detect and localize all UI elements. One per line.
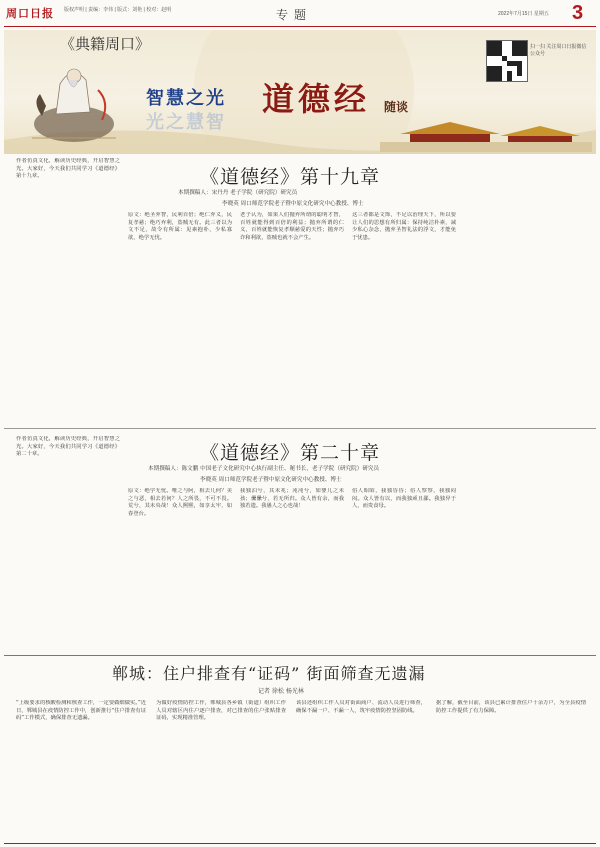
section-title: 专题 <box>276 8 313 22</box>
banner-slogan-reflection: 光之慧智 <box>146 112 226 133</box>
chapter19-byline-2: 李晓英 周口师范学院老子暨中原文化研究中心教授、博士 <box>222 201 364 207</box>
banner-main-title: 道德经 <box>262 80 371 118</box>
banner-slogan: 智慧之光 <box>146 88 226 109</box>
chapter19-col-3: 老子认为，如果人们抛弃所谓的聪明才智，百姓就能得到百倍的利益；抛弃所谓的仁义，百姓就能恢复孝顺慈爱的天性；抛弃巧诈和利欲，盗贼也就不会产生。 <box>240 212 344 241</box>
footer-divider <box>4 843 596 844</box>
qr-code <box>486 40 528 82</box>
chapter19-byline: 本期撰稿人：宋丹丹 老子学院（研究院）研究员 <box>178 190 298 196</box>
qr-caption: 扫一扫 关注周口日报微信公众号 <box>530 44 587 57</box>
chapter20-col-4: 俗人昭昭，我独昏昏；俗人察察，我独闷闷。众人皆有以，而我独顽且鄙。我独异于人，而贵食母。 <box>352 488 456 510</box>
masthead <box>0 0 600 27</box>
chapter20-byline-2: 李晓英 周口师范学院老子暨中原文化研究中心教授、博士 <box>200 477 342 483</box>
column-name: 《典籍周口》 <box>60 35 151 53</box>
chapter19-col-2: 原文：绝圣弃智，民利百倍；绝仁弃义，民复孝慈；绝巧弃利，盗贼无有。此三者以为文不足，故令有所属：见素抱朴，少私寡欲，绝学无忧。 <box>128 212 232 241</box>
banner-title-suffix: 随谈 <box>384 100 409 114</box>
news-col-3: 该县还组织工作人员对街面商户、流动人员进行筛查，确保不漏一户、不漏一人，筑牢疫情防控坚固防线。 <box>296 700 426 714</box>
chapter20-col-2: 原文：绝学无忧。唯之与阿，相去几何？美之与恶，相去若何？人之所畏，不可不畏。荒兮，其未央哉！众人熙熙，如享太牢，如春登台。 <box>128 488 232 517</box>
news-col-1: “上级要求的核酸检测和核查工作，一定要做细做实。”近日，郸城县在疫情防控工作中，创新推行“住户排查有证码”工作模式，确保排查无遗漏。 <box>16 700 146 722</box>
paper-name: 周口日报 <box>6 7 54 20</box>
section-divider <box>4 428 596 429</box>
palace-illustration <box>380 104 592 152</box>
header-divider <box>4 26 596 27</box>
qr-code-icon <box>487 41 527 81</box>
header-small-info: 版权声明 | 责编：李伟 | 版式：刘艳 | 校对：赵明 <box>64 7 172 13</box>
page-number: 3 <box>572 2 584 24</box>
news-col-2: 为做好疫情防控工作，郸城县各乡镇（街道）组织工作人员对辖区内住户逐户排查，对已排查的住户张贴排查证码，实现精准管理。 <box>156 700 286 722</box>
news-divider <box>4 655 596 656</box>
chapter19-col-4: 这三者都是文饰，不足以治理天下，所以要让人们的思想有所归属：保持纯洁朴素，减少私心杂念，抛弃圣智礼法的浮文，才能免于忧患。 <box>352 212 456 241</box>
chapter19-title: 《道德经》第十九章 <box>200 166 381 188</box>
chapter19-col-1: 作者仿真文化，解读历史经典，开启智慧之光。大家好，今天我们共同学习《道德经》第十九章。 <box>16 158 120 180</box>
chapter20-title: 《道德经》第二十章 <box>200 442 381 464</box>
chapter20-col-1: 作者仿真文化，解读历史经典，开启智慧之光。大家好，今天我们共同学习《道德经》第二十章。 <box>16 436 120 458</box>
chapter20-byline: 本期撰稿人：陈文鹏 中国老子文化研究中心执行副主任、秘书长，老子学院（研究院）研究员 <box>148 466 380 472</box>
news-headline: 郸城：住户排查有“证码” 街面筛查无遗漏 <box>112 664 426 683</box>
laozi-ox-illustration <box>12 54 122 150</box>
chapter20-col-3: 我独泊兮，其未兆；沌沌兮，如婴儿之未孩；儽儽兮，若无所归。众人皆有余，而我独若遗。我愚人之心也哉！ <box>240 488 344 510</box>
header-date: 2022年7月15日 星期五 <box>498 11 549 17</box>
news-reporter: 记者 徐松 杨光林 <box>258 688 304 695</box>
news-col-4: 据了解，截至目前，该县已累计排查住户十余万户，为全县疫情防控工作提供了有力保障。 <box>436 700 586 714</box>
